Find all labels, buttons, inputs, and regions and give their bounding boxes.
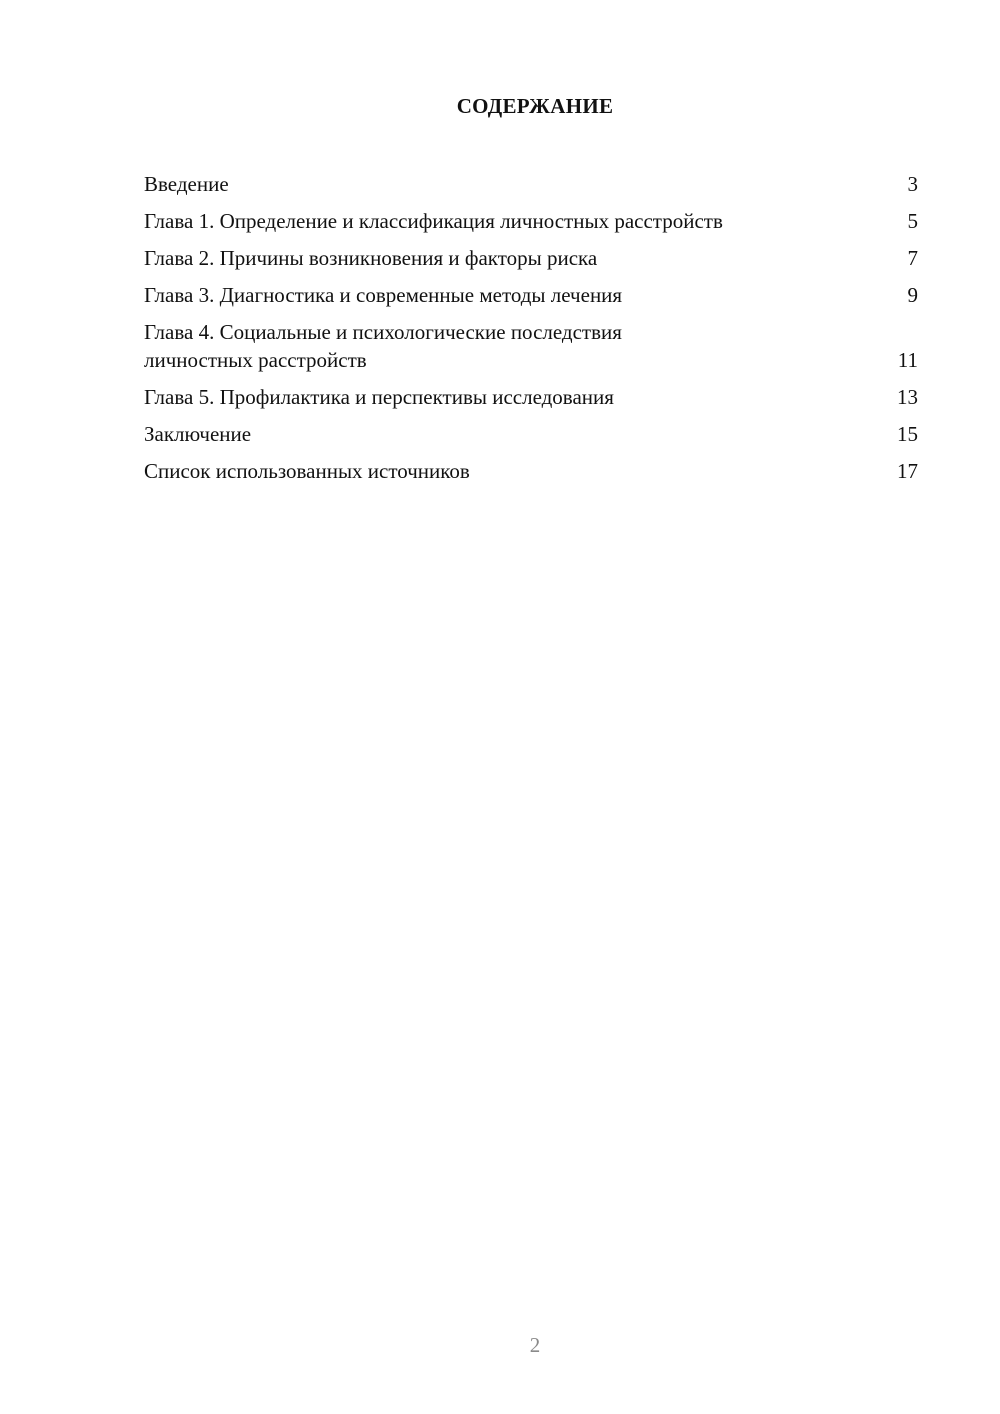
toc-entry-page: 15 [897, 422, 918, 446]
toc-entry-title: Глава 5. Профилактика и перспективы исследования [144, 385, 614, 409]
toc-entry-chapter-5 [144, 383, 918, 411]
page-number: 2 [529, 1333, 541, 1357]
toc-heading: СОДЕРЖАНИЕ [456, 94, 614, 118]
toc-entry-page: 5 [907, 209, 918, 233]
toc-entry-title: Введение [144, 172, 229, 196]
toc-entry-chapter-3 [144, 281, 918, 309]
toc-entry-title: Список использованных источников [144, 459, 470, 483]
toc-entry-page: 17 [897, 459, 918, 483]
toc-entry-chapter-1 [144, 207, 918, 235]
toc-entry-page: 11 [897, 348, 918, 372]
toc-entry-page: 13 [897, 385, 918, 409]
toc-entry-title: Заключение [144, 422, 252, 446]
toc-entry-page: 9 [907, 283, 918, 307]
toc-entry-conclusion [144, 420, 918, 448]
toc-entry-introduction [144, 170, 918, 198]
toc-entry-title: Глава 4. Социальные и психологические последствия личностных расстройств [144, 320, 622, 372]
toc-entry-title: Глава 3. Диагностика и современные методы лечения [144, 283, 623, 307]
toc-entry-chapter-2 [144, 244, 918, 272]
table-of-contents [144, 170, 918, 494]
toc-entry-references [144, 457, 918, 485]
toc-entry-page: 3 [907, 172, 918, 196]
toc-entry-chapter-4 [144, 318, 918, 374]
toc-entry-title: Глава 2. Причины возникновения и факторы риска [144, 246, 598, 270]
toc-entry-page: 7 [907, 246, 918, 270]
toc-entry-title: Глава 1. Определение и классификация личностных расстройств [144, 209, 723, 233]
